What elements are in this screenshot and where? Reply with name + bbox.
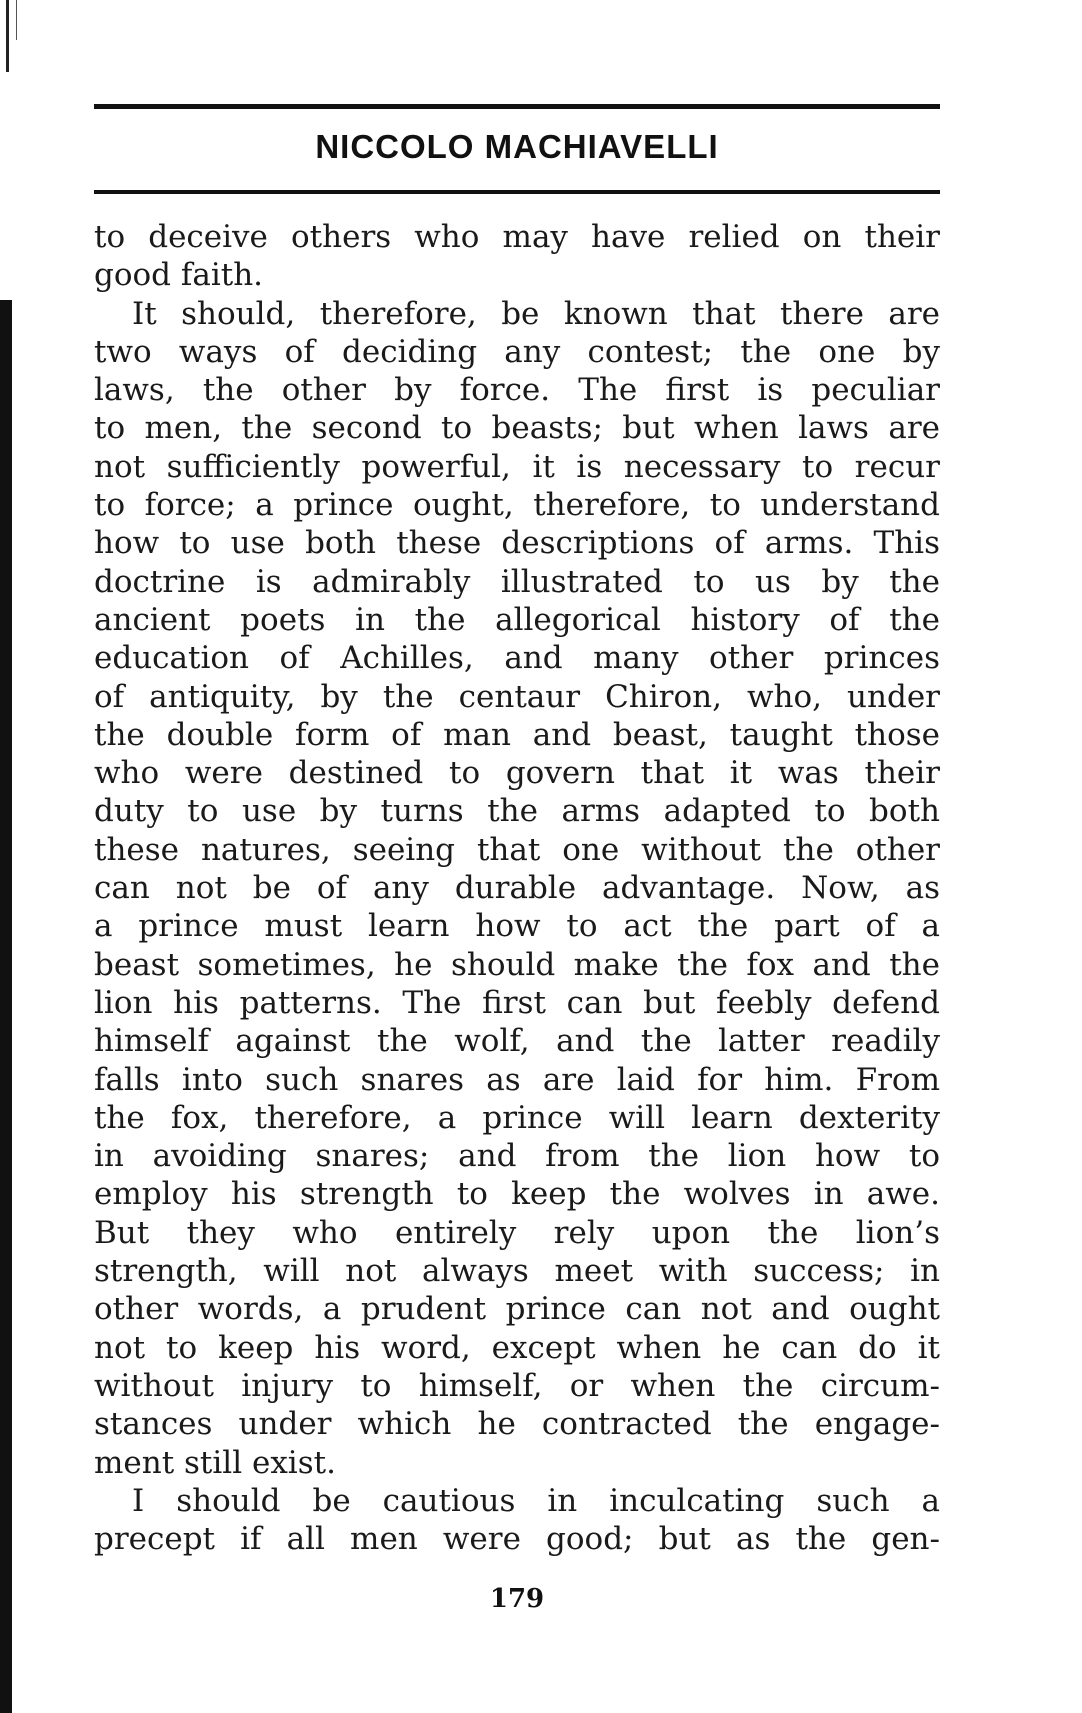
- header-rule-top: [94, 104, 940, 109]
- text-line: employ his strength to keep the wolves in awe.: [94, 1176, 940, 1213]
- header-rule-bottom: [94, 190, 940, 194]
- text-line: It should, therefore, be known that there are: [132, 295, 940, 332]
- text-line: strength, will not always meet with success; in: [94, 1253, 940, 1290]
- text-line: lion his patterns. The first can but feebly defend: [94, 984, 940, 1021]
- text-line: stances under which he contracted the engage-: [94, 1406, 940, 1443]
- text-line: who were destined to govern that it was their: [94, 755, 940, 792]
- text-line: not sufficiently powerful, it is necessary to recur: [94, 448, 940, 485]
- text-line: duty to use by turns the arms adapted to both: [94, 793, 940, 830]
- text-line: ment still exist.: [94, 1444, 336, 1481]
- text-line: falls into such snares as are laid for him. From: [94, 1061, 940, 1098]
- text-line: laws, the other by force. The first is peculiar: [94, 372, 940, 409]
- text-line: good faith.: [94, 257, 264, 294]
- text-line: other words, a prudent prince can not and ought: [94, 1291, 940, 1328]
- text-line: But they who entirely rely upon the lion’s: [94, 1214, 940, 1251]
- text-line: the fox, therefore, a prince will learn dexterity: [94, 1099, 940, 1136]
- text-line: can not be of any durable advantage. Now, as: [94, 870, 940, 907]
- text-line: education of Achilles, and many other princes: [94, 640, 940, 677]
- text-line: ancient poets in the allegorical history of the: [94, 601, 940, 638]
- text-line: to men, the second to beasts; but when laws are: [94, 410, 940, 447]
- text-line: the double form of man and beast, taught those: [94, 716, 940, 753]
- text-line: doctrine is admirably illustrated to us by the: [94, 563, 940, 600]
- scan-edge-mark: [6, 0, 9, 72]
- text-line: I should be cautious in inculcating such a: [132, 1482, 940, 1519]
- text-line: these natures, seeing that one without the other: [94, 831, 940, 868]
- text-line: beast sometimes, he should make the fox and the: [94, 946, 940, 983]
- page-number: 179: [489, 1584, 545, 1614]
- body-text: [94, 218, 940, 1558]
- scan-binding-shadow: [0, 300, 12, 1713]
- text-line: two ways of deciding any contest; the one by: [94, 333, 940, 370]
- running-head: NICCOLO MACHIAVELLI: [315, 128, 719, 165]
- scan-edge-mark: [16, 0, 17, 40]
- text-line: in avoiding snares; and from the lion how to: [94, 1138, 940, 1175]
- text-line: of antiquity, by the centaur Chiron, who, under: [94, 678, 940, 715]
- text-line: how to use both these descriptions of arms. This: [94, 525, 940, 562]
- text-line: himself against the wolf, and the latter readily: [94, 1023, 940, 1060]
- text-line: to deceive others who may have relied on their: [94, 219, 940, 255]
- text-line: without injury to himself, or when the circum-: [94, 1367, 940, 1404]
- text-line: not to keep his word, except when he can do it: [94, 1329, 940, 1366]
- text-line: a prince must learn how to act the part of a: [94, 908, 940, 945]
- text-line: to force; a prince ought, therefore, to understand: [94, 487, 940, 524]
- text-line: precept if all men were good; but as the gen-: [94, 1521, 940, 1558]
